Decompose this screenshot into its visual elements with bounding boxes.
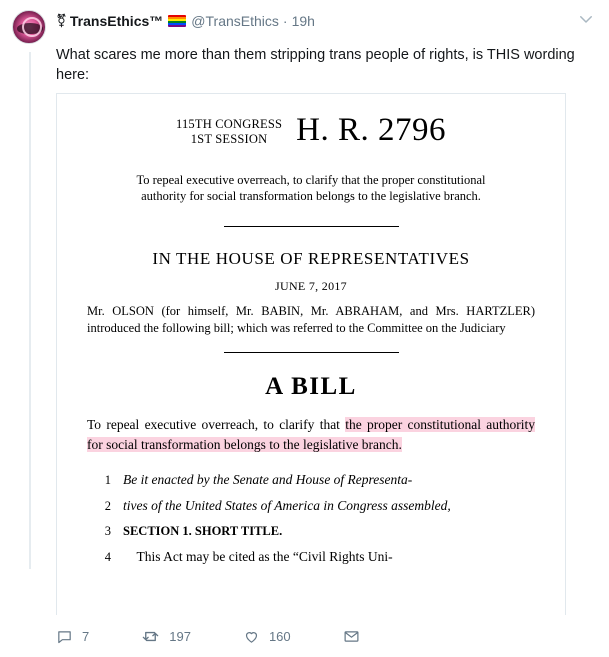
chevron-down-icon[interactable] bbox=[575, 10, 597, 33]
congress-session bbox=[176, 112, 282, 147]
tweet-text: What scares me more than them stripping trans people of rights, is THIS wording here: bbox=[56, 47, 575, 83]
line-text-inner: This Act may be cited as the “Civil Rights Uni- bbox=[136, 549, 393, 564]
retweet-icon bbox=[141, 628, 160, 645]
retweet-button[interactable] bbox=[141, 628, 191, 645]
tweet-timestamp[interactable]: 19h bbox=[291, 13, 315, 29]
line-number: 4 bbox=[104, 550, 111, 564]
envelope-icon bbox=[343, 628, 360, 645]
like-button[interactable] bbox=[243, 628, 291, 645]
bill-section-lines bbox=[85, 467, 537, 570]
congress-number: 115TH CONGRESS bbox=[175, 117, 283, 131]
tweet-actions bbox=[56, 615, 597, 657]
avatar[interactable] bbox=[12, 10, 46, 44]
trans-symbol-icon: ⚧ bbox=[56, 13, 67, 28]
like-count: 160 bbox=[268, 628, 291, 644]
divider-rule-bottom bbox=[224, 352, 399, 353]
line-text bbox=[123, 544, 537, 569]
separator-dot: · bbox=[282, 13, 288, 29]
bill-chamber: IN THE HOUSE OF REPRESENTATIVES bbox=[152, 249, 470, 268]
author-display-name[interactable]: TransEthics™ bbox=[69, 13, 164, 29]
retweet-count: 197 bbox=[169, 628, 191, 644]
author-handle[interactable]: @TransEthics bbox=[191, 13, 279, 29]
tweet-body bbox=[56, 45, 597, 615]
bill-line bbox=[85, 519, 537, 544]
bill-purpose: To repeal executive overreach, to clarify that the proper constitutional authority for social transformation belongs to the legislative branch. bbox=[136, 173, 486, 203]
line-number: 2 bbox=[104, 499, 111, 513]
reply-icon bbox=[56, 628, 73, 645]
session-number: 1ST SESSION bbox=[190, 132, 268, 146]
bill-sponsors: Mr. OLSON (for himself, Mr. BABIN, Mr. ABRAHAM, and Mrs. HARTZLER) introduced the following bill; which was referred to the Committee on the Judiciary bbox=[87, 304, 535, 335]
bill-line bbox=[85, 493, 537, 519]
line-text: tives of the United States of America in Congress assembled, bbox=[123, 498, 451, 513]
divider-rule-top bbox=[224, 226, 399, 227]
line-number: 1 bbox=[104, 473, 111, 487]
bill-number: H. R. 2796 bbox=[296, 112, 446, 148]
line-text: Be it enacted by the Senate and House of Representa- bbox=[123, 472, 413, 487]
bill-line bbox=[85, 467, 537, 493]
heart-icon bbox=[243, 628, 260, 645]
bill-abstract-highlighted: the proper constitutional authority for social transformation belongs to the legislative branch. bbox=[87, 417, 535, 452]
bill-abstract-plain: To repeal executive overreach, to clarify that bbox=[87, 417, 346, 432]
reply-button[interactable] bbox=[56, 628, 89, 645]
bill-title: A BILL bbox=[265, 373, 357, 400]
bill-date: JUNE 7, 2017 bbox=[275, 279, 347, 293]
share-button[interactable] bbox=[343, 628, 369, 645]
bill-heading bbox=[85, 112, 537, 148]
bill-document-image[interactable] bbox=[56, 93, 566, 615]
line-text: SECTION 1. SHORT TITLE. bbox=[123, 524, 283, 538]
bill-line bbox=[85, 544, 537, 570]
bill-abstract bbox=[85, 415, 537, 455]
pride-flag-icon bbox=[168, 15, 186, 27]
tweet-header bbox=[12, 10, 597, 44]
line-number: 3 bbox=[104, 524, 111, 538]
reply-count: 7 bbox=[82, 628, 90, 644]
author-line bbox=[56, 10, 575, 30]
thread-rail bbox=[29, 52, 31, 569]
